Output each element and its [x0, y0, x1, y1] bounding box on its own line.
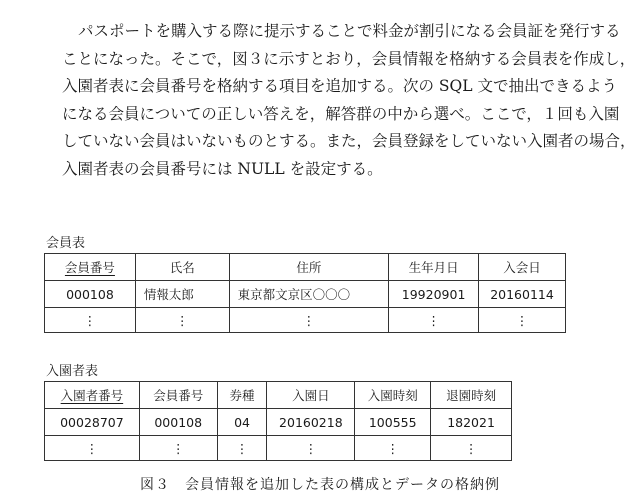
- paragraph-line: ことになった。そこで，図３に示すとおり，会員情報を格納する会員表を作成し，: [62, 49, 636, 68]
- table-row: [45, 281, 566, 308]
- ellipsis-cell: ⋮: [267, 436, 355, 461]
- column-header-exit-time: 退園時刻: [431, 382, 512, 409]
- table-cell: 20160114: [479, 281, 566, 308]
- table-cell: 000108: [139, 409, 217, 436]
- column-header-join-date: 入会日: [479, 254, 566, 281]
- ellipsis-cell: ⋮: [389, 308, 479, 333]
- table-row: [45, 409, 512, 436]
- table-row-ellipsis: [45, 436, 512, 461]
- visitor-table-label: 入園者表: [46, 364, 99, 379]
- table-cell: 000108: [45, 281, 136, 308]
- column-header-address: 住所: [229, 254, 389, 281]
- column-header-entry-time: 入園時刻: [355, 382, 431, 409]
- table-cell: 00028707: [45, 409, 140, 436]
- column-header-member-no: 会員番号: [139, 382, 217, 409]
- table-header-row: [45, 254, 566, 281]
- paragraph-line: 入園者表の会員番号には NULL を設定する。: [62, 159, 383, 178]
- column-header-visitor-no: 入園者番号: [45, 382, 140, 409]
- column-header-ticket-type: 券種: [217, 382, 267, 409]
- ellipsis-cell: ⋮: [45, 308, 136, 333]
- ellipsis-cell: ⋮: [45, 436, 140, 461]
- column-header-birthdate: 生年月日: [389, 254, 479, 281]
- table-cell: 東京都文京区〇〇〇: [229, 281, 389, 308]
- figure-caption: 図３ 会員情報を追加した表の構成とデータの格納例: [140, 477, 500, 493]
- column-header-member-no: 会員番号: [45, 254, 136, 281]
- paragraph-line: 入園者表に会員番号を格納する項目を追加する。次の SQL 文で抽出できるよう: [62, 77, 617, 95]
- column-header-name: 氏名: [135, 254, 229, 281]
- paragraph-line: していない会員はいないものとする。また，会員登録をしていない入園者の場合，: [62, 132, 636, 150]
- table-cell: 19920901: [389, 281, 479, 308]
- ellipsis-cell: ⋮: [479, 308, 566, 333]
- table-row-ellipsis: [45, 308, 566, 333]
- ellipsis-cell: ⋮: [431, 436, 512, 461]
- table-cell: 182021: [431, 409, 512, 436]
- column-header-entry-date: 入園日: [267, 382, 355, 409]
- paragraph-line: パスポートを購入する際に提示することで料金が割引になる会員証を発行する: [78, 22, 621, 40]
- ellipsis-cell: ⋮: [135, 308, 229, 333]
- paragraph-line: になる会員についての正しい答えを，解答群の中から選べ。ここで，１回も入園: [62, 104, 620, 123]
- table-header-row: [45, 382, 512, 409]
- visitor-table: [44, 381, 512, 461]
- member-table-label: 会員表: [46, 236, 86, 251]
- problem-paragraph: [62, 18, 636, 183]
- table-cell: 20160218: [267, 409, 355, 436]
- ellipsis-cell: ⋮: [139, 436, 217, 461]
- ellipsis-cell: ⋮: [229, 308, 389, 333]
- table-cell: 100555: [355, 409, 431, 436]
- member-table: [44, 253, 566, 333]
- table-cell: 情報太郎: [135, 281, 229, 308]
- ellipsis-cell: ⋮: [217, 436, 267, 461]
- table-cell: 04: [217, 409, 267, 436]
- ellipsis-cell: ⋮: [355, 436, 431, 461]
